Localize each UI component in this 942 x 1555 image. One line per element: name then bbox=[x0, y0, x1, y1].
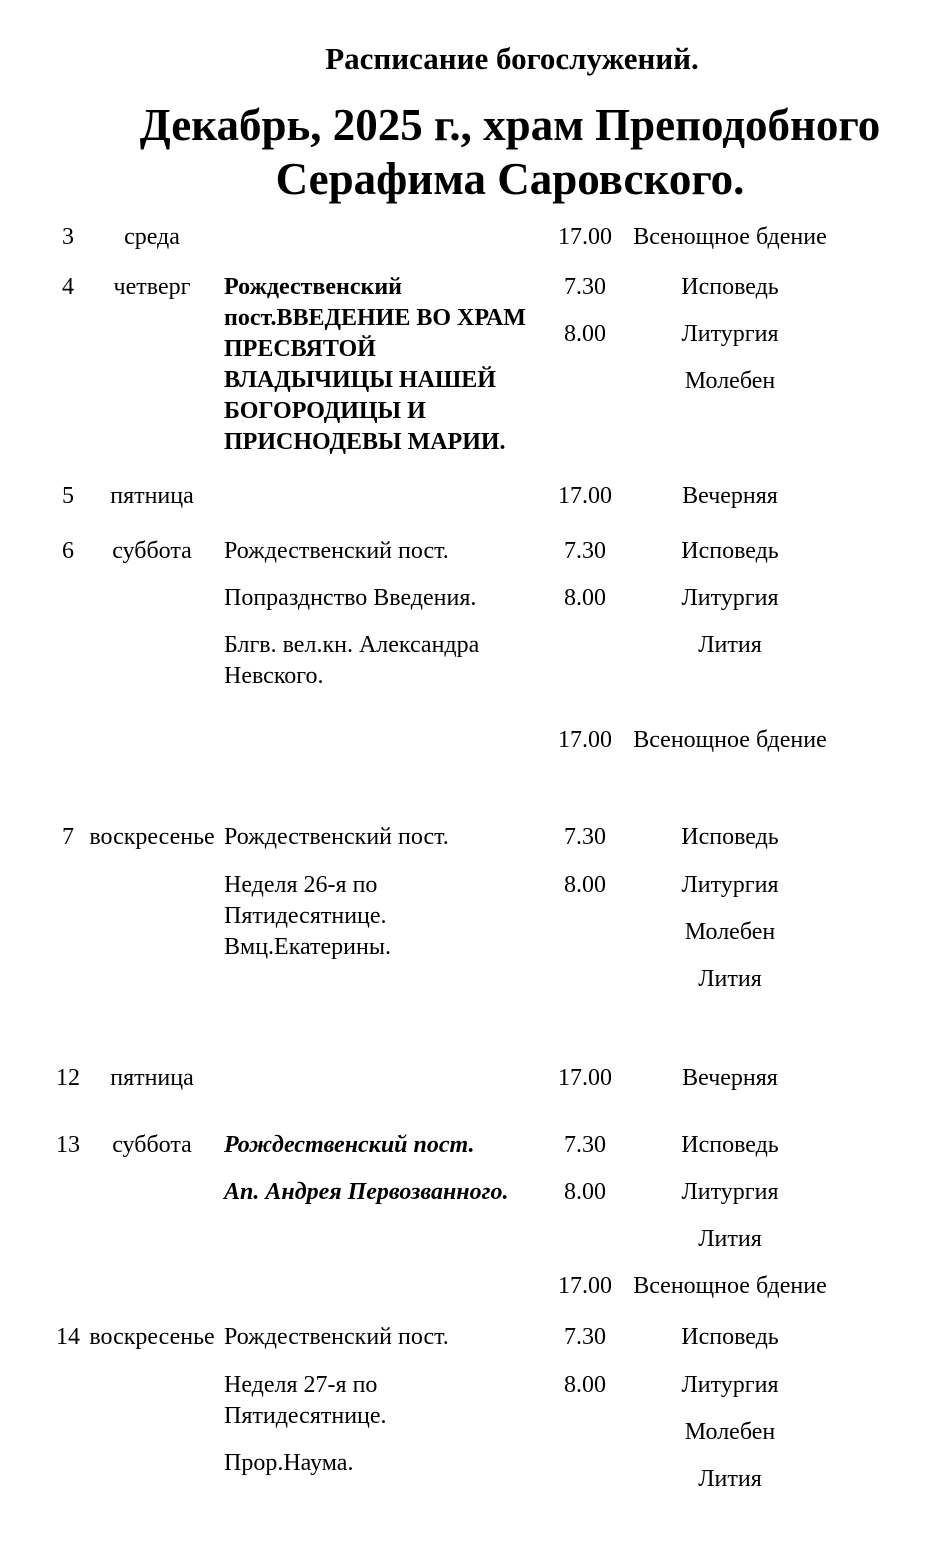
date-number: 13 bbox=[56, 1132, 80, 1158]
weekday: воскресенье bbox=[89, 824, 215, 850]
feast-description: Ап. Андрея Первозванного. bbox=[224, 1179, 509, 1205]
service-time: 17.00 bbox=[558, 224, 612, 250]
feast-description: Рождественский пост.ВВЕДЕНИЕ ВО ХРАМ ПРЕСВЯТОЙ ВЛАДЫЧИЦЫ НАШЕЙ БОГОРОДИЦЫ И ПРИСНОДЕВЫ МАРИИ. bbox=[224, 274, 526, 455]
service-name: Литургия bbox=[681, 872, 779, 898]
feast-description: Попразднство Введения. bbox=[224, 585, 477, 611]
service-time: 7.30 bbox=[564, 538, 606, 564]
service-name: Молебен bbox=[684, 919, 776, 945]
date-number: 4 bbox=[62, 274, 74, 300]
service-name: Литургия bbox=[681, 1179, 779, 1205]
service-name: Всенощное бдение bbox=[633, 224, 827, 250]
service-time: 7.30 bbox=[564, 1324, 606, 1350]
date-number: 12 bbox=[56, 1065, 80, 1091]
service-name: Вечерняя bbox=[682, 483, 778, 509]
feast-description: Рождественский пост. bbox=[224, 538, 449, 564]
service-time: 17.00 bbox=[558, 1065, 612, 1091]
service-name: Всенощное бдение bbox=[633, 727, 827, 753]
service-name: Исповедь bbox=[681, 274, 779, 300]
weekday: четверг bbox=[113, 274, 191, 300]
service-name: Молебен bbox=[684, 368, 776, 394]
service-name: Лития bbox=[698, 1466, 762, 1492]
service-name: Литургия bbox=[681, 321, 779, 347]
service-time: 7.30 bbox=[564, 274, 606, 300]
service-name: Исповедь bbox=[681, 1324, 779, 1350]
service-name: Литургия bbox=[681, 585, 779, 611]
service-name: Всенощное бдение bbox=[633, 1273, 827, 1299]
feast-description: Блгв. вел.кн. Александра Невского. bbox=[224, 632, 480, 689]
date-number: 14 bbox=[56, 1324, 80, 1350]
service-name: Исповедь bbox=[681, 1132, 779, 1158]
feast-description: Рождественский пост. bbox=[224, 1132, 475, 1158]
feast-description: Рождественский пост. bbox=[224, 824, 449, 850]
service-time: 7.30 bbox=[564, 824, 606, 850]
weekday: пятница bbox=[110, 1065, 194, 1091]
service-name: Исповедь bbox=[681, 824, 779, 850]
service-time: 8.00 bbox=[564, 321, 606, 347]
service-time: 8.00 bbox=[564, 585, 606, 611]
service-name: Литургия bbox=[681, 1372, 779, 1398]
page-subtitle: Расписание богослужений. bbox=[325, 41, 699, 76]
weekday: суббота bbox=[112, 538, 192, 564]
service-time: 7.30 bbox=[564, 1132, 606, 1158]
date-number: 6 bbox=[62, 538, 74, 564]
feast-description: Рождественский пост. bbox=[224, 1324, 449, 1350]
date-number: 3 bbox=[62, 224, 74, 250]
weekday: воскресенье bbox=[89, 1324, 215, 1350]
weekday: суббота bbox=[112, 1132, 192, 1158]
date-number: 7 bbox=[62, 824, 74, 850]
page-title: Декабрь, 2025 г., храм Преподобного Серафима Саровского. bbox=[139, 100, 881, 204]
service-name: Исповедь bbox=[681, 538, 779, 564]
service-time: 17.00 bbox=[558, 727, 612, 753]
feast-description: Неделя 26-я по Пятидесятнице. Вмц.Екатерины. bbox=[224, 872, 391, 960]
service-time: 17.00 bbox=[558, 483, 612, 509]
feast-description: Неделя 27-я по Пятидесятнице. bbox=[224, 1372, 387, 1429]
date-number: 5 bbox=[62, 483, 74, 509]
service-time: 8.00 bbox=[564, 1179, 606, 1205]
weekday: среда bbox=[124, 224, 180, 250]
service-name: Молебен bbox=[684, 1419, 776, 1445]
service-name: Лития bbox=[698, 632, 762, 658]
service-name: Лития bbox=[698, 966, 762, 992]
service-time: 8.00 bbox=[564, 1372, 606, 1398]
service-time: 17.00 bbox=[558, 1273, 612, 1299]
service-time: 8.00 bbox=[564, 872, 606, 898]
feast-description: Прор.Наума. bbox=[224, 1450, 354, 1476]
service-name: Лития bbox=[698, 1226, 762, 1252]
service-name: Вечерняя bbox=[682, 1065, 778, 1091]
weekday: пятница bbox=[110, 483, 194, 509]
